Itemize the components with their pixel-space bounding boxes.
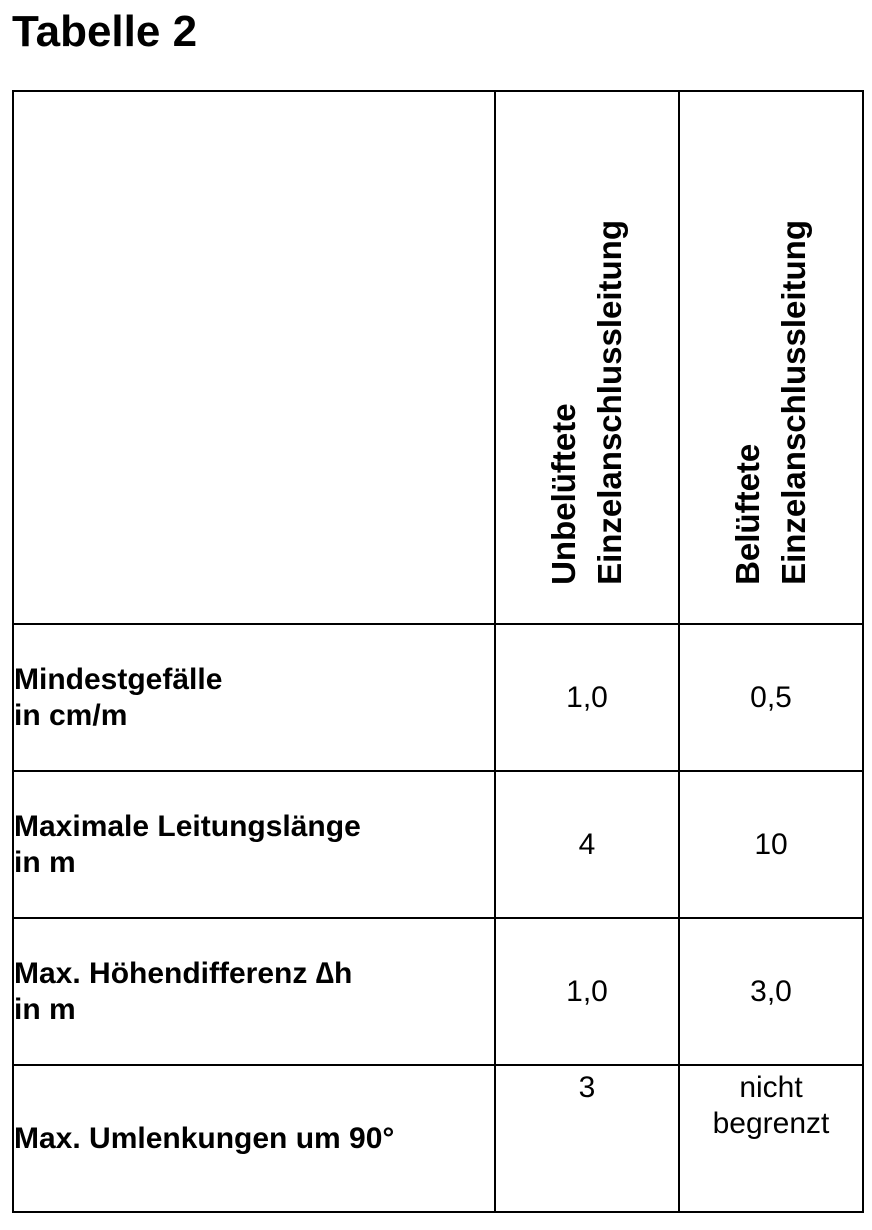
table-header-row [13, 91, 863, 624]
cell-value: 1,0 [495, 624, 679, 771]
cell-value: 3,0 [679, 918, 863, 1065]
cell-value-line1: nicht [739, 1071, 803, 1104]
row-label [13, 624, 495, 771]
column-header-unbelueftete [495, 91, 679, 624]
column-header-line2: Einzelanschlussleitung [591, 220, 628, 585]
row-label [13, 1065, 495, 1212]
row-label-line2: in m [14, 845, 76, 879]
header-empty-cell [13, 91, 495, 624]
column-header-line1: Unbelüftete [545, 403, 582, 585]
cell-value: 4 [495, 771, 679, 918]
row-label-line2: in m [14, 992, 76, 1026]
row-label-line1: Maximale Leitungslänge [14, 809, 361, 843]
cell-value: 10 [679, 771, 863, 918]
cell-value: 1,0 [495, 918, 679, 1065]
row-label [13, 771, 495, 918]
row-label-line1: Max. Höhendifferenz ∆h [14, 956, 353, 990]
column-header-line1: Belüftete [729, 443, 766, 585]
cell-value-line2: begrenzt [712, 1107, 830, 1140]
page-title: Tabelle 2 [12, 7, 198, 56]
column-header-line2: Einzelanschlussleitung [775, 220, 812, 585]
cell-value [679, 1065, 863, 1212]
column-header-text [541, 220, 633, 585]
row-label-line2: in cm/m [14, 698, 128, 732]
cell-value: 0,5 [679, 624, 863, 771]
column-header-belueftete [679, 91, 863, 624]
table-row [13, 771, 863, 918]
table-row [13, 1065, 863, 1212]
table-row [13, 918, 863, 1065]
row-label-line1: Mindestgefälle [14, 662, 223, 696]
spec-table [12, 90, 864, 1213]
cell-value: 3 [495, 1065, 679, 1212]
row-label [13, 918, 495, 1065]
column-header-text [725, 220, 817, 585]
table-row [13, 624, 863, 771]
row-label-line1: Max. Umlenkungen um 90° [14, 1121, 395, 1155]
